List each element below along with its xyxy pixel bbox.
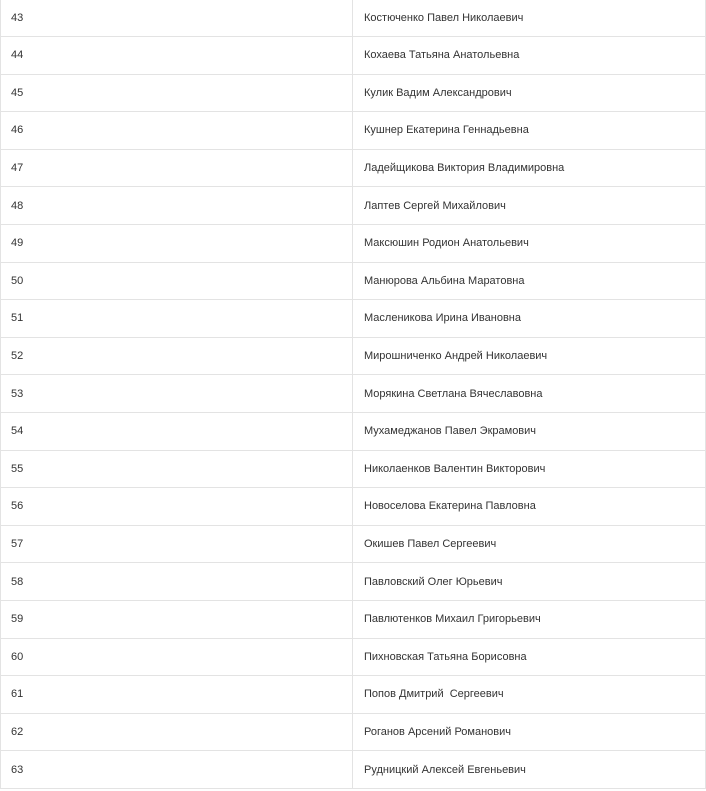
person-name: Ладейщикова Виктория Владимировна — [353, 149, 706, 187]
person-name: Морякина Светлана Вячеславовна — [353, 375, 706, 413]
person-name: Павлютенков Михаил Григорьевич — [353, 600, 706, 638]
table-row — [1, 224, 706, 262]
row-number: 51 — [1, 300, 353, 338]
table-row — [1, 563, 706, 601]
person-name: Новоселова Екатерина Павловна — [353, 488, 706, 526]
row-number: 49 — [1, 224, 353, 262]
person-name: Николаенков Валентин Викторович — [353, 450, 706, 488]
row-number: 47 — [1, 149, 353, 187]
table-row — [1, 74, 706, 112]
table-row — [1, 149, 706, 187]
table-row — [1, 300, 706, 338]
table-row — [1, 0, 706, 37]
table-row — [1, 262, 706, 300]
person-name: Кулик Вадим Александрович — [353, 74, 706, 112]
row-number: 50 — [1, 262, 353, 300]
person-name: Попов Дмитрий Сергеевич — [353, 676, 706, 714]
row-number: 56 — [1, 488, 353, 526]
row-number: 59 — [1, 600, 353, 638]
table-row — [1, 375, 706, 413]
person-name: Окишев Павел Сергеевич — [353, 525, 706, 563]
table-row — [1, 488, 706, 526]
person-name: Кушнер Екатерина Геннадьевна — [353, 112, 706, 150]
table-row — [1, 713, 706, 751]
person-name: Манюрова Альбина Маратовна — [353, 262, 706, 300]
row-number: 55 — [1, 450, 353, 488]
row-number: 62 — [1, 713, 353, 751]
table-row — [1, 337, 706, 375]
table-row — [1, 638, 706, 676]
row-number: 44 — [1, 37, 353, 75]
person-name: Масленикова Ирина Ивановна — [353, 300, 706, 338]
person-name: Пихновская Татьяна Борисовна — [353, 638, 706, 676]
person-name: Лаптев Сергей Михайлович — [353, 187, 706, 225]
person-name: Мирошниченко Андрей Николаевич — [353, 337, 706, 375]
table-row — [1, 450, 706, 488]
row-number: 48 — [1, 187, 353, 225]
row-number: 57 — [1, 525, 353, 563]
person-name: Роганов Арсений Романович — [353, 713, 706, 751]
row-number: 60 — [1, 638, 353, 676]
table-row — [1, 525, 706, 563]
row-number: 52 — [1, 337, 353, 375]
person-name: Рудницкий Алексей Евгеньевич — [353, 751, 706, 789]
row-number: 45 — [1, 74, 353, 112]
row-number: 63 — [1, 751, 353, 789]
person-name: Павловский Олег Юрьевич — [353, 563, 706, 601]
row-number: 46 — [1, 112, 353, 150]
row-number: 53 — [1, 375, 353, 413]
table-row — [1, 751, 706, 789]
row-number: 61 — [1, 676, 353, 714]
table-row — [1, 600, 706, 638]
row-number: 58 — [1, 563, 353, 601]
table-body — [1, 0, 706, 788]
table-row — [1, 37, 706, 75]
row-number: 54 — [1, 412, 353, 450]
table-row — [1, 676, 706, 714]
person-name: Мухамеджанов Павел Экрамович — [353, 412, 706, 450]
table-row — [1, 412, 706, 450]
table-row — [1, 187, 706, 225]
person-name: Максюшин Родион Анатольевич — [353, 224, 706, 262]
row-number: 43 — [1, 0, 353, 37]
person-name: Костюченко Павел Николаевич — [353, 0, 706, 37]
table-row — [1, 112, 706, 150]
person-name: Кохаева Татьяна Анатольевна — [353, 37, 706, 75]
